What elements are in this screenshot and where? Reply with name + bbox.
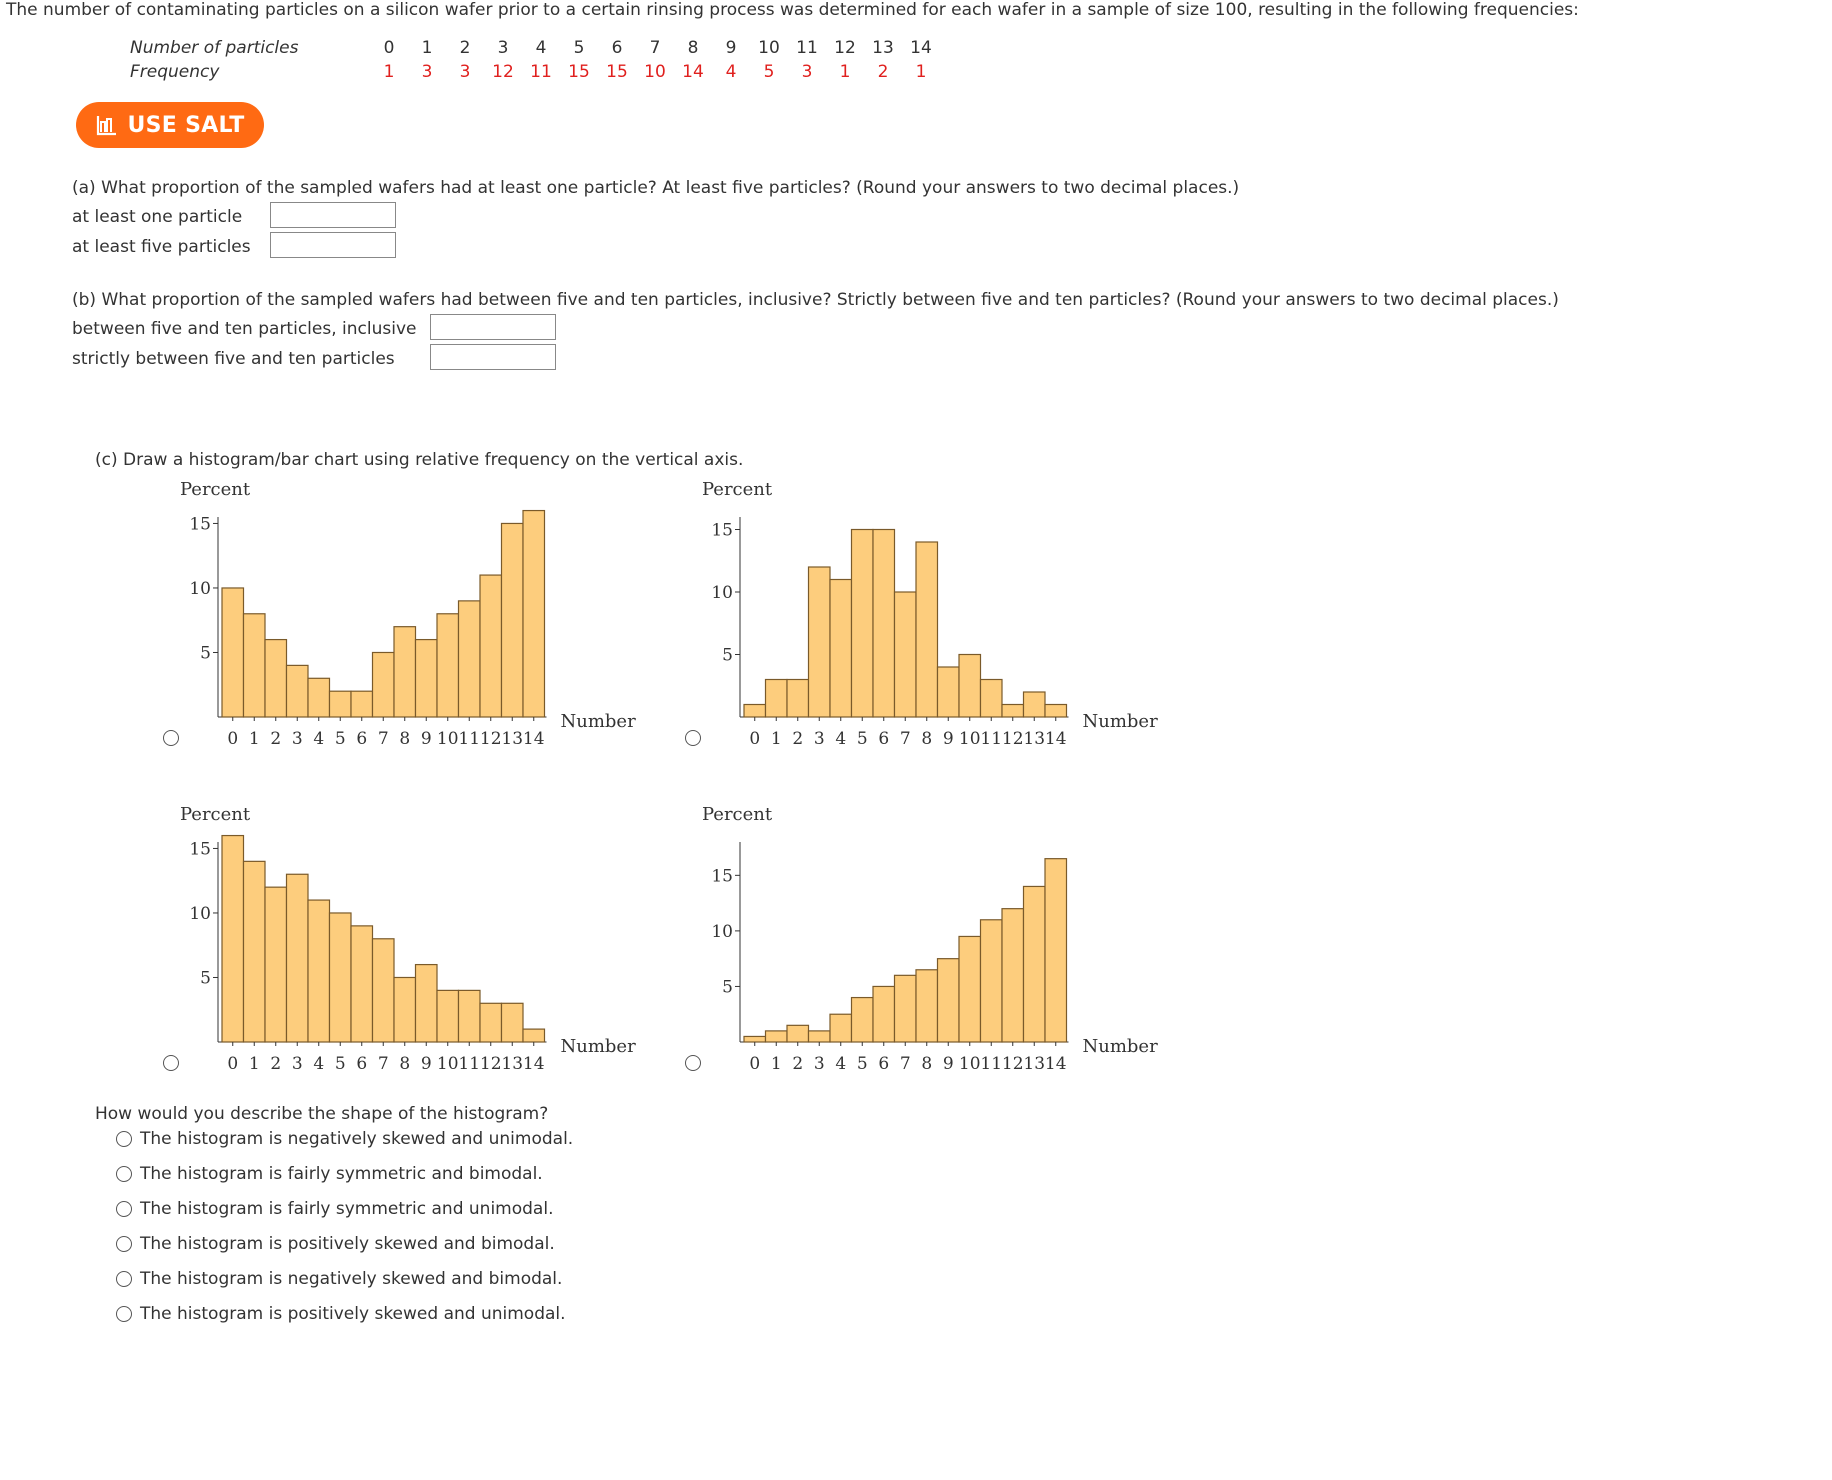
x-tick-label: 2	[792, 1054, 804, 1074]
frequency-cell: 10	[644, 62, 666, 82]
y-tick-label: 10	[711, 921, 733, 942]
histogram-bar	[222, 836, 244, 1042]
x-tick-label: 12	[1001, 1054, 1024, 1074]
x-tick-label: 2	[270, 729, 282, 749]
shape-option-radio[interactable]	[116, 1201, 132, 1217]
frequency-cell: 2	[877, 62, 889, 82]
histogram-bar	[852, 530, 874, 718]
x-tick-label: 5	[856, 729, 868, 749]
x-tick-label: 10	[436, 1054, 459, 1074]
x-tick-label: 9	[420, 1054, 432, 1074]
part-a-label-2: at least five particles	[72, 237, 251, 257]
x-tick-label: 2	[270, 1054, 282, 1074]
x-tick-label: 1	[248, 729, 260, 749]
y-tick-label: 10	[189, 578, 211, 599]
y-tick-label: 15	[711, 866, 733, 887]
x-tick-label: 3	[291, 729, 303, 749]
x-tick-label: 12	[479, 1054, 502, 1074]
histogram-bar	[916, 542, 938, 717]
histogram-bar	[766, 680, 788, 718]
x-tick-label: 11	[458, 729, 481, 749]
histogram-bar	[1045, 705, 1067, 718]
x-tick-label: 3	[813, 1054, 825, 1074]
histogram-bar	[830, 1014, 852, 1042]
shape-option-label: The histogram is fairly symmetric and bimodal.	[140, 1164, 543, 1184]
histogram-bar	[394, 627, 416, 717]
x-tick-label: 0	[749, 729, 761, 749]
histogram-bar	[895, 592, 917, 717]
histogram-bar	[459, 990, 481, 1042]
histogram-option-1	[170, 475, 690, 749]
histogram-bar	[1002, 909, 1024, 1042]
histogram-bar	[351, 691, 373, 717]
y-axis-title: Percent	[702, 479, 773, 500]
frequency-cell: 3	[421, 62, 433, 82]
histogram-bar	[244, 861, 266, 1042]
frequency-row-label: Frequency	[130, 62, 220, 82]
particles-cell: 12	[834, 38, 856, 58]
histogram-bar	[809, 567, 831, 717]
shape-option-label: The histogram is negatively skewed and unimodal.	[140, 1129, 574, 1149]
x-tick-label: 14	[1044, 1054, 1067, 1074]
x-axis-title: Number	[560, 711, 636, 732]
shape-option-radio[interactable]	[116, 1271, 132, 1287]
histogram-bar	[523, 511, 545, 717]
histogram-bar	[437, 990, 459, 1042]
y-tick-label: 10	[189, 903, 211, 924]
shape-option[interactable]	[116, 1164, 543, 1184]
histogram-bar	[394, 977, 416, 1042]
histogram-bar	[373, 652, 395, 717]
part-a-label-1: at least one particle	[72, 207, 243, 227]
x-tick-label: 14	[1044, 729, 1067, 749]
shape-option[interactable]	[116, 1199, 553, 1219]
frequency-table	[130, 36, 940, 84]
x-tick-label: 9	[942, 729, 954, 749]
x-tick-label: 11	[980, 729, 1003, 749]
histogram-bar	[1024, 886, 1046, 1042]
particles-cell: 10	[758, 38, 780, 58]
particles-cell: 4	[535, 38, 547, 58]
shape-option[interactable]	[116, 1269, 562, 1289]
x-tick-label: 7	[899, 1054, 911, 1074]
x-tick-label: 8	[921, 729, 933, 749]
x-tick-label: 6	[356, 1054, 368, 1074]
histogram-bar	[1002, 705, 1024, 718]
shape-option-radio[interactable]	[116, 1236, 132, 1252]
x-tick-label: 14	[522, 729, 545, 749]
histogram-bar	[330, 913, 352, 1042]
x-tick-label: 4	[313, 729, 325, 749]
x-tick-label: 4	[835, 1054, 847, 1074]
histogram-bar	[351, 926, 373, 1042]
part-b-label-2: strictly between five and ten particles	[72, 349, 395, 369]
histogram-bar	[981, 680, 1003, 718]
frequency-cell: 1	[839, 62, 851, 82]
y-tick-label: 15	[189, 839, 211, 860]
histogram-bar	[373, 939, 395, 1042]
x-tick-label: 9	[942, 1054, 954, 1074]
frequency-cell: 11	[530, 62, 552, 82]
histogram-bar	[744, 1036, 766, 1042]
x-tick-label: 13	[1023, 1054, 1046, 1074]
x-tick-label: 4	[313, 1054, 325, 1074]
strictly-between-input[interactable]	[430, 344, 556, 370]
shape-option-radio[interactable]	[116, 1166, 132, 1182]
shape-option[interactable]	[116, 1234, 555, 1254]
y-tick-label: 5	[200, 643, 211, 664]
histogram-bar	[265, 887, 287, 1042]
y-tick-label: 5	[722, 977, 733, 998]
x-tick-label: 6	[878, 729, 890, 749]
histogram-bar	[330, 691, 352, 717]
shape-option-label: The histogram is fairly symmetric and unimodal.	[140, 1199, 554, 1219]
particles-row-label: Number of particles	[130, 38, 299, 58]
x-tick-label: 0	[749, 1054, 761, 1074]
histogram-bar	[766, 1031, 788, 1042]
histogram-bar	[895, 975, 917, 1042]
particles-cell: 13	[872, 38, 894, 58]
histogram-bar	[1045, 859, 1067, 1042]
shape-option-label: The histogram is negatively skewed and bimodal.	[140, 1269, 563, 1289]
frequency-cell: 1	[915, 62, 927, 82]
frequency-cell: 12	[492, 62, 514, 82]
histogram-option-3	[170, 800, 690, 1074]
y-axis-title: Percent	[180, 479, 251, 500]
x-tick-label: 11	[980, 1054, 1003, 1074]
shape-option[interactable]	[116, 1129, 573, 1149]
shape-option-label: The histogram is positively skewed and unimodal.	[140, 1304, 566, 1324]
histogram-bar	[873, 986, 895, 1042]
x-tick-label: 13	[501, 729, 524, 749]
histogram-bar	[787, 1025, 809, 1042]
histogram-bar	[916, 970, 938, 1042]
histogram-option-4	[692, 800, 1212, 1074]
histogram-bar	[480, 575, 502, 717]
histogram-bar	[873, 530, 895, 718]
histogram-bar	[437, 614, 459, 717]
histogram-bar	[459, 601, 481, 717]
y-tick-label: 15	[189, 514, 211, 535]
histogram-bar	[502, 523, 524, 717]
frequency-cell: 5	[763, 62, 775, 82]
x-tick-label: 10	[436, 729, 459, 749]
histogram-bar	[480, 1003, 502, 1042]
particles-cell: 1	[421, 38, 433, 58]
x-tick-label: 12	[479, 729, 502, 749]
histogram-bar	[416, 965, 438, 1042]
x-tick-label: 1	[770, 1054, 782, 1074]
frequency-cell: 15	[568, 62, 590, 82]
particles-cell: 7	[649, 38, 661, 58]
x-axis-title: Number	[1082, 1036, 1158, 1057]
x-tick-label: 0	[227, 729, 239, 749]
x-tick-label: 8	[399, 1054, 411, 1074]
x-axis-title: Number	[560, 1036, 636, 1057]
histogram-bar	[523, 1029, 545, 1042]
x-tick-label: 8	[921, 1054, 933, 1074]
x-tick-label: 0	[227, 1054, 239, 1074]
particles-cell: 11	[796, 38, 818, 58]
at-least-one-input[interactable]	[270, 202, 396, 228]
x-tick-label: 7	[899, 729, 911, 749]
histogram-bar	[809, 1031, 831, 1042]
particles-cell: 14	[910, 38, 932, 58]
x-tick-label: 6	[356, 729, 368, 749]
frequency-cell: 14	[682, 62, 704, 82]
part-b-label-1: between five and ten particles, inclusive	[72, 319, 417, 339]
histogram-bar	[265, 640, 287, 717]
histogram-bar	[981, 920, 1003, 1042]
shape-option-radio[interactable]	[116, 1306, 132, 1322]
x-tick-label: 13	[1023, 729, 1046, 749]
x-tick-label: 10	[958, 1054, 981, 1074]
shape-option-radio[interactable]	[116, 1131, 132, 1147]
histogram-bar	[1024, 692, 1046, 717]
y-tick-label: 10	[711, 583, 733, 603]
histogram-bar	[244, 614, 266, 717]
x-tick-label: 8	[399, 729, 411, 749]
histogram-bar	[938, 959, 960, 1042]
part-b-question: (b) What proportion of the sampled wafers had between five and ten particles, inclusive? Strictly between five and ten particles? (Round your answers to two decimal places.)	[72, 290, 1559, 310]
shape-option-label: The histogram is positively skewed and bimodal.	[140, 1234, 555, 1254]
x-tick-label: 5	[334, 729, 346, 749]
particles-cell: 6	[611, 38, 623, 58]
x-tick-label: 1	[248, 1054, 260, 1074]
x-tick-label: 2	[792, 729, 804, 749]
particles-cell: 9	[725, 38, 737, 58]
frequency-cell: 3	[801, 62, 813, 82]
part-a-question: (a) What proportion of the sampled wafers had at least one particle? At least five particles? (Round your answers to two decimal places.)	[72, 178, 1240, 198]
y-tick-label: 5	[722, 645, 733, 666]
histogram-bar	[852, 998, 874, 1042]
frequency-cell: 4	[725, 62, 737, 82]
x-tick-label: 9	[420, 729, 432, 749]
y-tick-label: 5	[200, 968, 211, 989]
particles-cell: 8	[687, 38, 699, 58]
part-c-question: (c) Draw a histogram/bar chart using relative frequency on the vertical axis.	[95, 450, 744, 470]
at-least-five-input[interactable]	[270, 232, 396, 258]
x-tick-label: 7	[377, 729, 389, 749]
x-tick-label: 11	[458, 1054, 481, 1074]
particles-cell: 0	[383, 38, 395, 58]
histogram-bar	[830, 580, 852, 718]
x-tick-label: 7	[377, 1054, 389, 1074]
x-tick-label: 5	[856, 1054, 868, 1074]
y-axis-title: Percent	[702, 804, 773, 825]
histogram-bar	[502, 1003, 524, 1042]
x-tick-label: 4	[835, 729, 847, 749]
y-axis-title: Percent	[180, 804, 251, 825]
x-tick-label: 6	[878, 1054, 890, 1074]
histogram-bar	[222, 588, 244, 717]
x-axis-title: Number	[1082, 711, 1158, 732]
histogram-option-2	[692, 475, 1212, 749]
histogram-bar	[787, 680, 809, 718]
histogram-bar	[416, 640, 438, 717]
histogram-bar	[308, 678, 330, 717]
histogram-bar	[938, 667, 960, 717]
frequency-cell: 1	[383, 62, 395, 82]
salt-chart-icon	[95, 113, 119, 137]
y-tick-label: 15	[711, 520, 733, 541]
histogram-bar	[959, 655, 981, 718]
particles-cell: 3	[497, 38, 509, 58]
shape-question: How would you describe the shape of the histogram?	[95, 1104, 549, 1124]
use-salt-button[interactable]	[76, 102, 264, 148]
histogram-bar	[287, 874, 309, 1042]
particles-cell: 5	[573, 38, 585, 58]
histogram-bar	[308, 900, 330, 1042]
x-tick-label: 1	[770, 729, 782, 749]
x-tick-label: 3	[813, 729, 825, 749]
shape-option[interactable]	[116, 1304, 566, 1324]
x-tick-label: 12	[1001, 729, 1024, 749]
histogram-bar	[744, 705, 766, 718]
x-tick-label: 3	[291, 1054, 303, 1074]
x-tick-label: 5	[334, 1054, 346, 1074]
between-inclusive-input[interactable]	[430, 314, 556, 340]
intro-text: The number of contaminating particles on a silicon wafer prior to a certain rinsing process was determined for each wafer in a sample of size 100, resulting in the following frequencies:	[6, 0, 1579, 20]
frequency-cell: 3	[459, 62, 471, 82]
x-tick-label: 10	[958, 729, 981, 749]
x-tick-label: 14	[522, 1054, 545, 1074]
frequency-row	[130, 60, 940, 84]
frequency-cell: 15	[606, 62, 628, 82]
x-tick-label: 13	[501, 1054, 524, 1074]
particles-cell: 2	[459, 38, 471, 58]
histogram-bar	[959, 936, 981, 1042]
use-salt-label: USE SALT	[127, 112, 245, 138]
particles-row	[130, 36, 940, 60]
histogram-bar	[287, 665, 309, 717]
